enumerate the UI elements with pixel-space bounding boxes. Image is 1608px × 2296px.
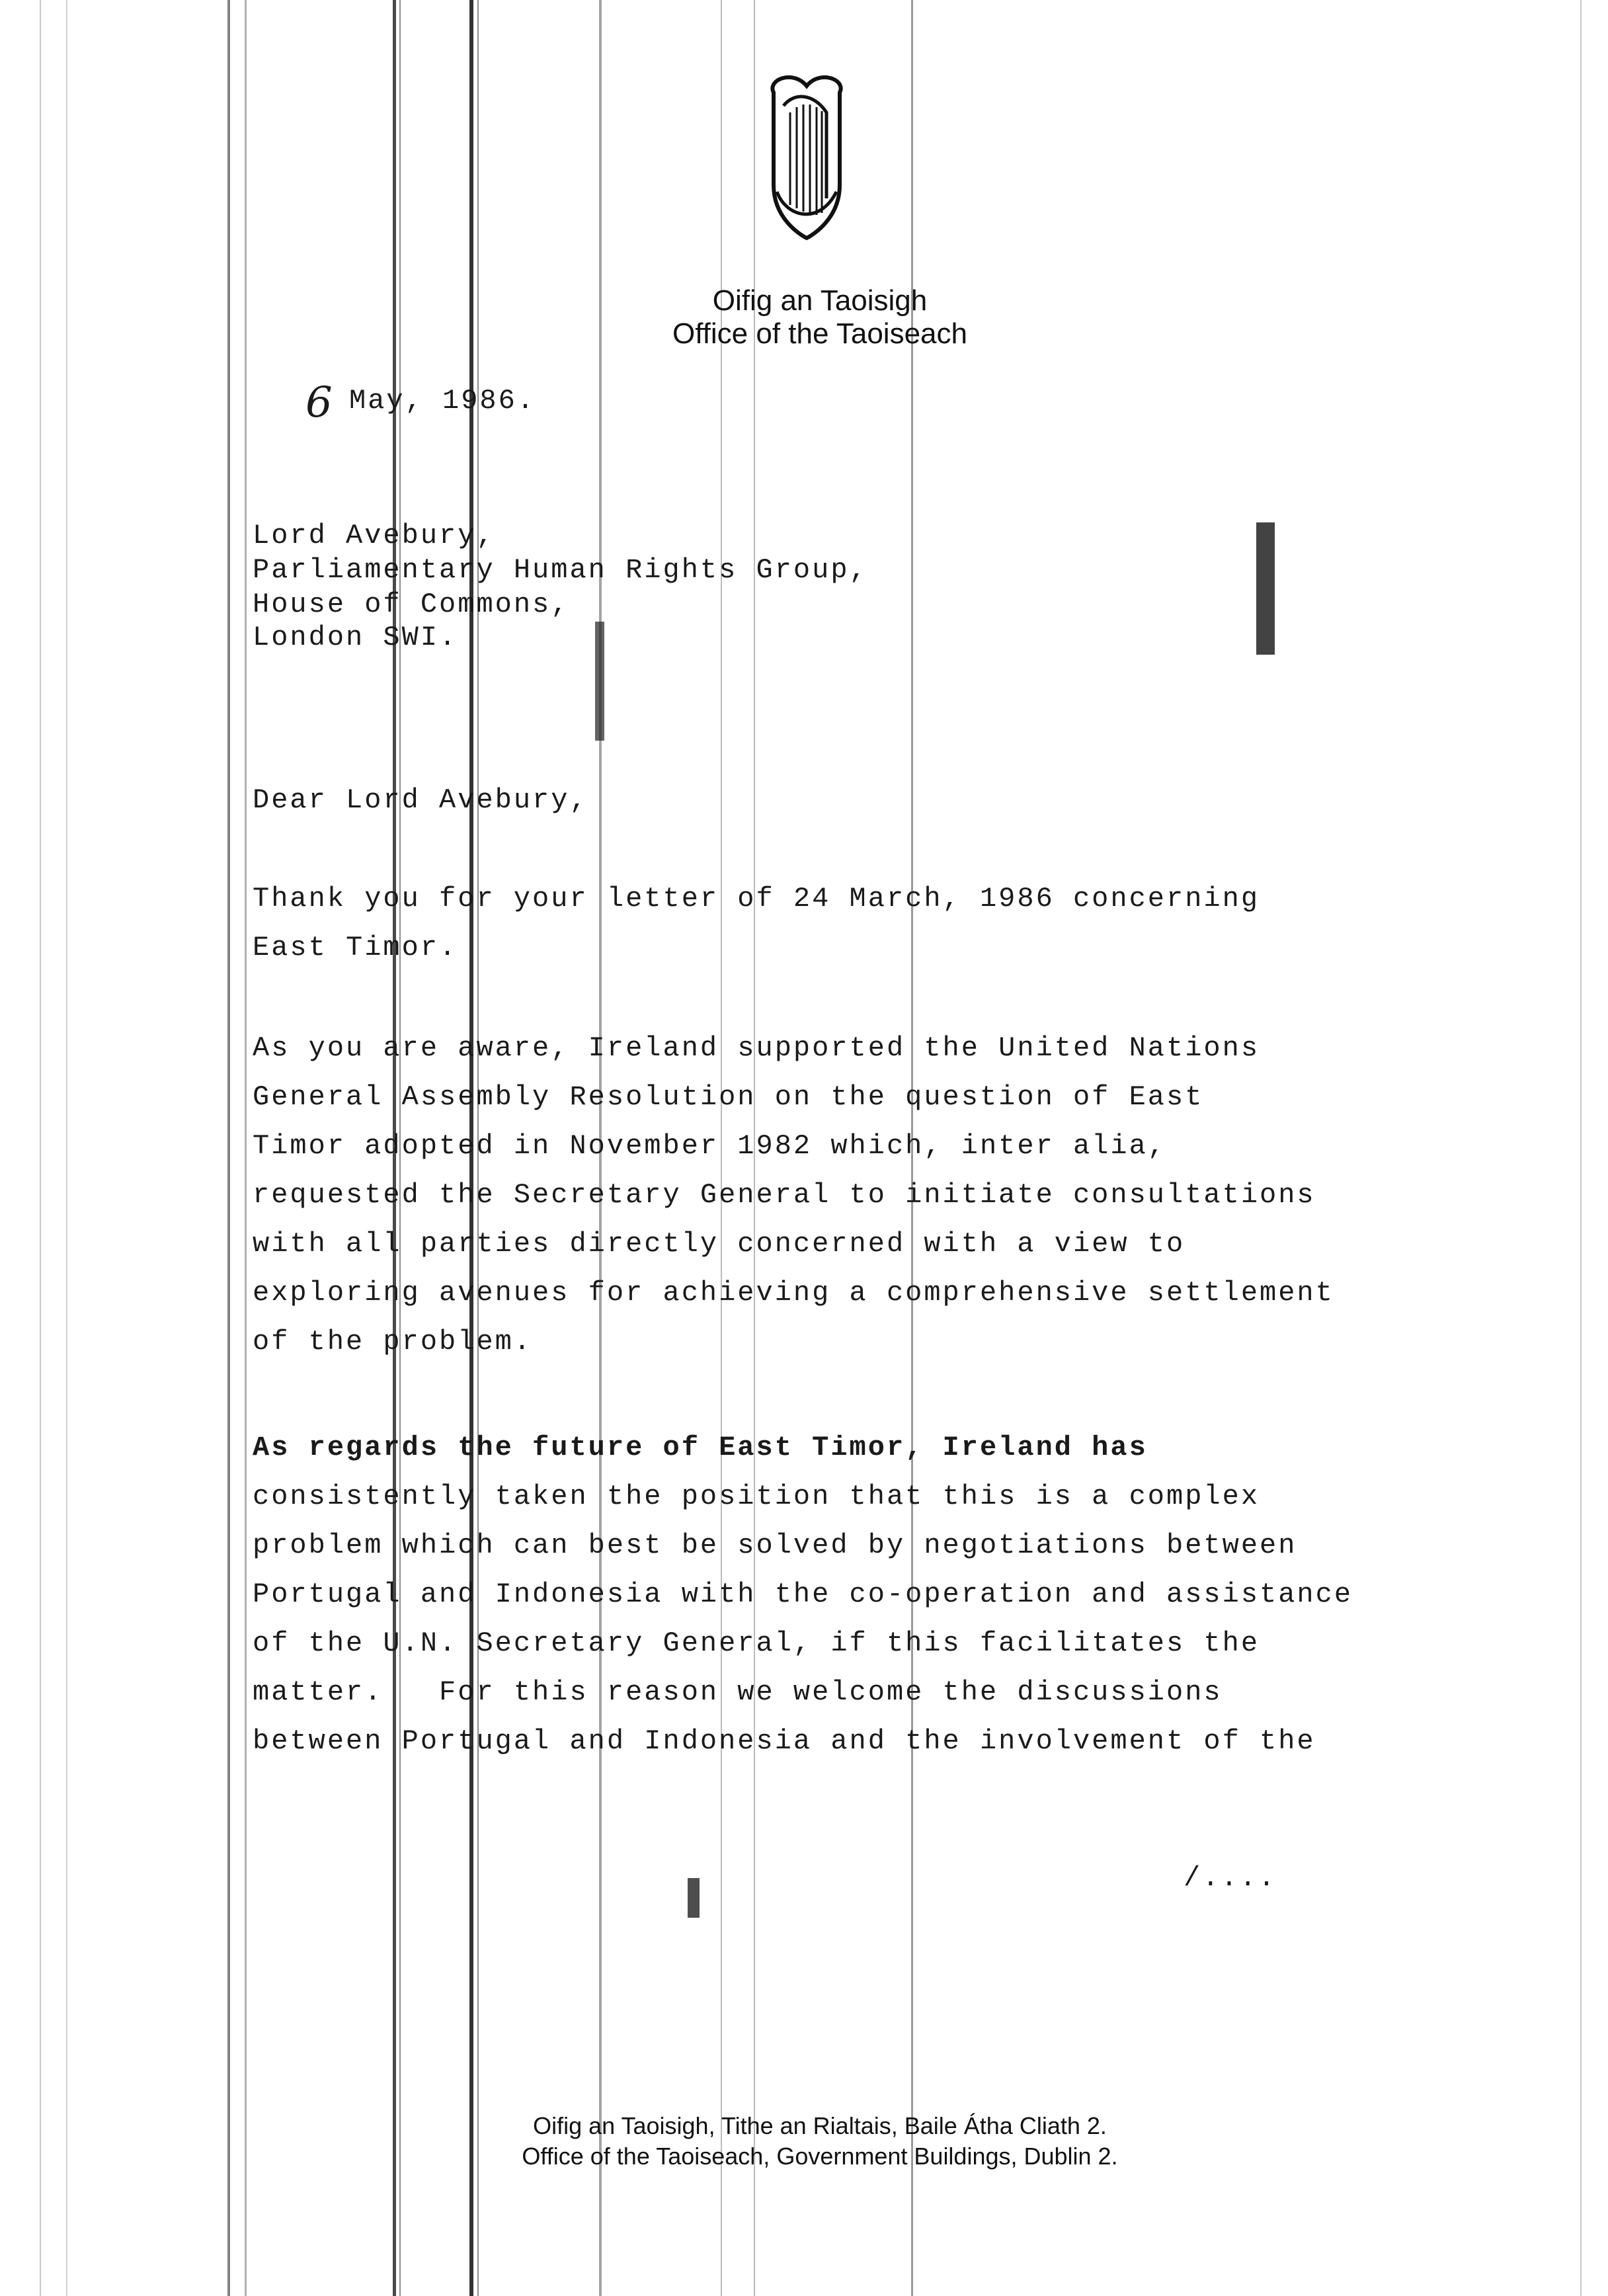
address-line: Lord Avebury, [253, 520, 495, 552]
handwritten-day: 6 [305, 378, 333, 427]
footer-english: Office of the Taoiseach, Government Buildings, Dublin 2. [522, 2143, 1118, 2170]
text-line: problem which can best be solved by negotiations between [253, 1530, 1297, 1561]
text-line: Timor adopted in November 1982 which, inter alia, [253, 1130, 1167, 1162]
address-line: Parliamentary Human Rights Group, [253, 554, 868, 586]
text-line: exploring avenues for achieving a comprehensive settlement [253, 1277, 1334, 1309]
footer-irish: Oifig an Taoisigh, Tithe an Rialtais, Baile Átha Cliath 2. [533, 2112, 1107, 2139]
letterhead-irish-name: Oifig an Taoisigh [712, 284, 928, 317]
text-line: East Timor. [253, 932, 458, 964]
text-line: General Assembly Resolution on the question of East [253, 1081, 1204, 1113]
date-text: May, 1986. [349, 385, 536, 417]
address-line: House of Commons, [253, 589, 570, 620]
salutation: Dear Lord Avebury, [253, 784, 588, 816]
text-line: of the problem. [253, 1326, 533, 1358]
text-line: requested the Secretary General to initiate consultations [253, 1179, 1316, 1211]
paragraph-1 [253, 874, 1443, 972]
text-line: of the U.N. Secretary General, if this facilitates the [253, 1627, 1260, 1659]
harp-crest-icon [747, 66, 866, 245]
text-line: Thank you for your letter of 24 March, 1986 concerning [253, 883, 1260, 915]
text-line: Portugal and Indonesia with the co-operation and assistance [253, 1578, 1353, 1610]
text-line: As regards the future of East Timor, Ireland has [253, 1432, 1148, 1463]
text-line: As you are aware, Ireland supported the United Nations [253, 1032, 1260, 1064]
footer-address [331, 2111, 1309, 2172]
letterhead-english-name: Office of the Taoiseach [672, 317, 967, 350]
paragraph-2 [253, 1024, 1443, 1366]
text-line: with all parties directly concerned with a view to [253, 1228, 1186, 1260]
text-line: between Portugal and Indonesia and the involvement of the [253, 1725, 1316, 1757]
address-line: London SWI. [253, 622, 458, 653]
text-line: matter. For this reason we welcome the discussions [253, 1676, 1223, 1708]
paragraph-3 [253, 1423, 1443, 1766]
text-line: consistently taken the position that this is a complex [253, 1481, 1260, 1512]
continuation-mark: /.... [1184, 1862, 1277, 1894]
